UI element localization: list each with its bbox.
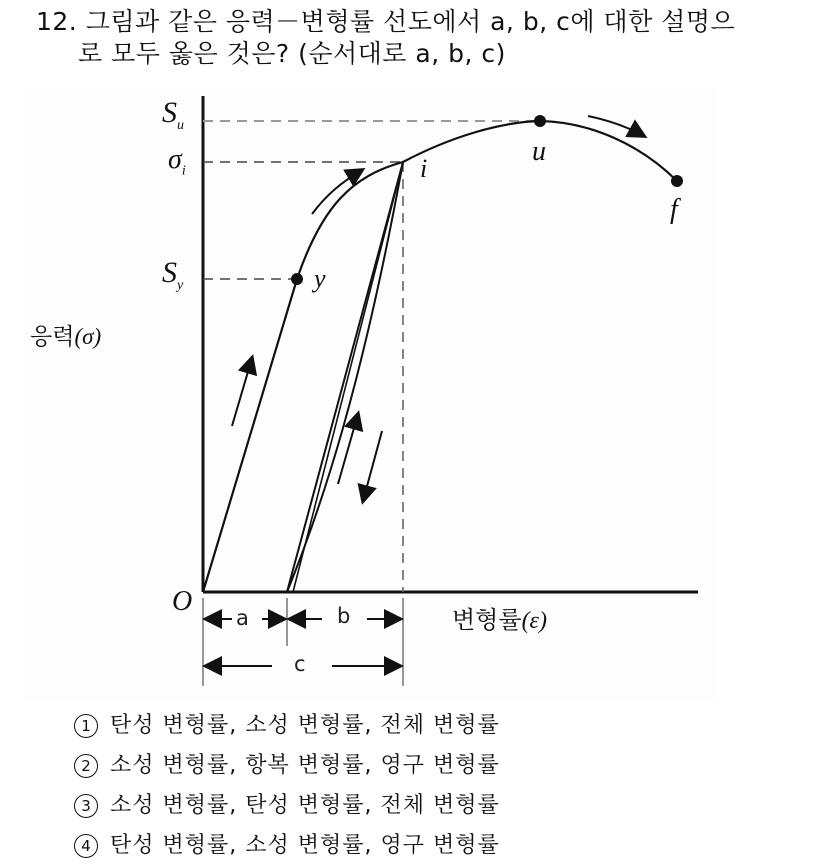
- stress-strain-diagram: [22, 86, 716, 700]
- option-4[interactable]: [74, 826, 500, 866]
- point-f: [671, 175, 683, 187]
- dim-a: a: [236, 606, 249, 630]
- option-3[interactable]: [74, 786, 500, 826]
- option-text: 탄성 변형률, 소성 변형률, 영구 변형률: [110, 833, 500, 858]
- tick-su: $S_u$: [162, 96, 184, 133]
- point-u: [534, 115, 546, 127]
- option-text: 소성 변형률, 탄성 변형률, 전체 변형률: [110, 793, 500, 818]
- question-text: [36, 6, 816, 70]
- loading-curve: [203, 121, 677, 592]
- dim-c: c: [294, 652, 306, 676]
- x-axis-label: 변형률(ε): [452, 606, 548, 634]
- label-f: f: [670, 194, 678, 225]
- option-number: 3: [74, 794, 98, 818]
- origin-label: O: [172, 586, 193, 617]
- diagram-svg: [22, 86, 716, 700]
- dim-b: b: [337, 604, 351, 628]
- option-2[interactable]: [74, 746, 500, 786]
- tick-sy: $S_y$: [162, 256, 184, 293]
- question-line1: 그림과 같은 응력－변형률 선도에서 a, b, c에 대한 설명으: [85, 7, 736, 36]
- option-number: 4: [74, 834, 98, 858]
- option-number: 2: [74, 754, 98, 778]
- option-number: 1: [74, 714, 98, 738]
- question-line2: 로 모두 옳은 것은? (순서대로 a, b, c): [78, 39, 506, 68]
- option-1[interactable]: [74, 706, 500, 746]
- label-u: u: [532, 136, 546, 167]
- answer-options: [74, 706, 500, 866]
- tick-sigma-i: $\sigma_i$: [168, 144, 186, 179]
- label-i: i: [420, 154, 428, 183]
- option-text: 탄성 변형률, 소성 변형률, 전체 변형률: [110, 713, 500, 738]
- option-text: 소성 변형률, 항복 변형률, 영구 변형률: [110, 753, 500, 778]
- label-y: y: [314, 264, 326, 293]
- y-axis-label: 응력(σ): [30, 324, 102, 350]
- point-y: [291, 273, 303, 285]
- question-number: 12.: [36, 7, 78, 36]
